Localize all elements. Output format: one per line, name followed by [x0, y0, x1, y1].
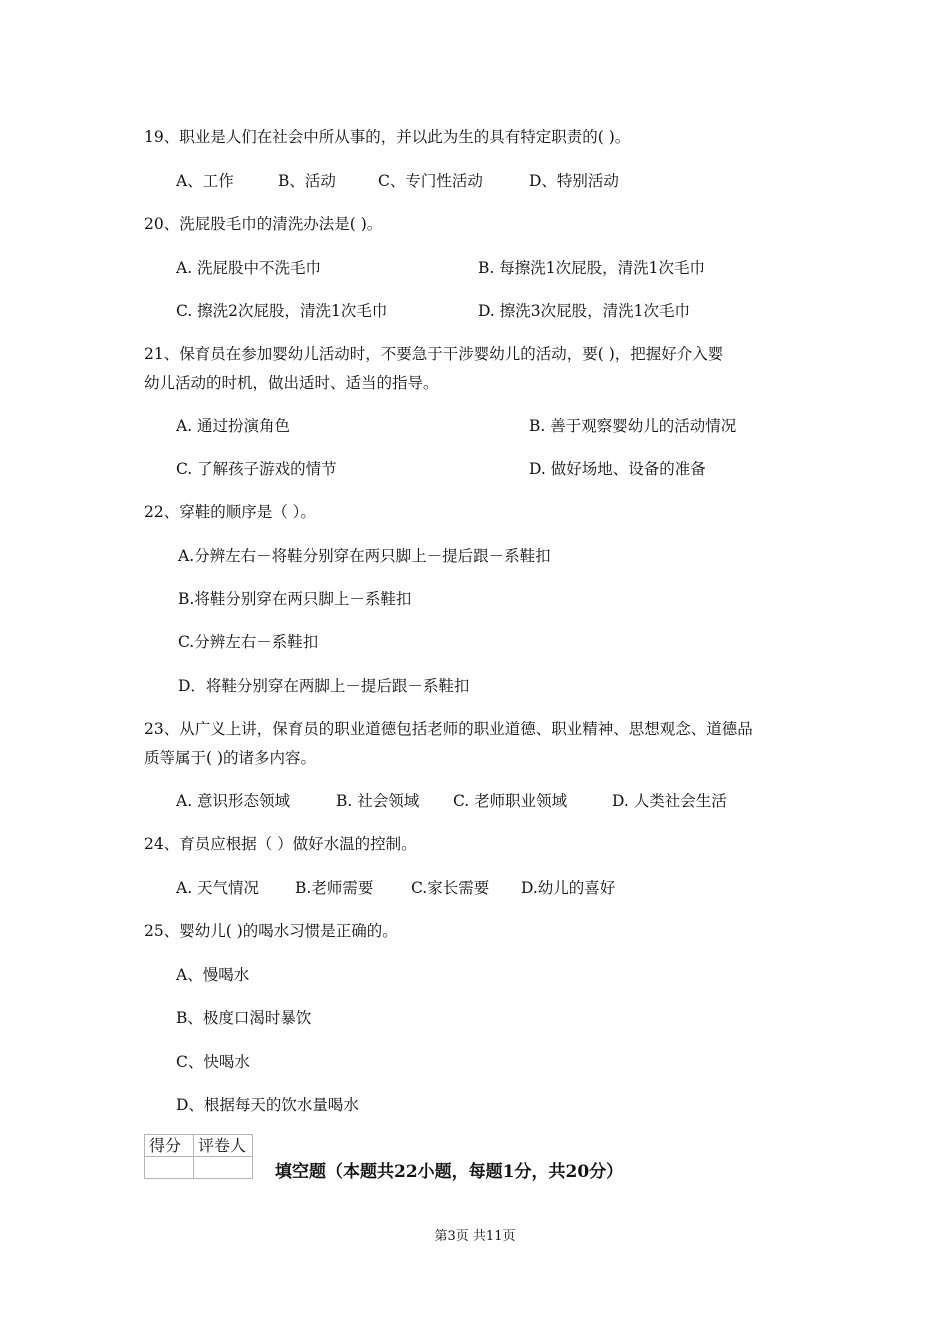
question-20-option-c: C. 擦洗2次屁股，清洗1次毛巾: [176, 302, 388, 320]
question-23-option-b: B. 社会领域: [336, 792, 420, 810]
question-24-option-a: A. 天气情况: [176, 879, 260, 897]
question-19-option-c: C、专门性活动: [378, 172, 483, 190]
question-21-option-b: B. 善于观察婴幼儿的活动情况: [529, 417, 737, 435]
question-22-option-b: B.将鞋分别穿在两只脚上－系鞋扣: [178, 590, 412, 608]
question-19-stem: 19、职业是人们在社会中所从事的，并以此为生的具有特定职责的( )。: [144, 128, 631, 146]
grader-label: 评卷人: [194, 1135, 253, 1157]
question-22-stem: 22、穿鞋的顺序是（ ）。: [144, 503, 316, 521]
grader-cell: [194, 1157, 253, 1179]
question-21-stem-line-1: 21、保育员在参加婴幼儿活动时，不要急于干涉婴幼儿的活动，要( )，把握好介入婴: [144, 345, 724, 363]
score-label: 得分: [145, 1135, 194, 1157]
question-22-option-c: C.分辨左右－系鞋扣: [178, 633, 319, 651]
question-20-option-d: D. 擦洗3次屁股，清洗1次毛巾: [478, 302, 690, 320]
section-heading: 填空题（本题共22小题，每题1分，共20分）: [275, 1162, 624, 1182]
question-24-option-c: C.家长需要: [411, 879, 490, 897]
question-23-stem-line-2: 质等属于( )的诸多内容。: [144, 749, 317, 767]
score-table: [144, 1134, 253, 1179]
question-22-option-d: D．将鞋分别穿在两脚上－提后跟－系鞋扣: [178, 677, 470, 695]
question-25-option-a: A、慢喝水: [176, 966, 250, 984]
question-21-option-a: A. 通过扮演角色: [176, 417, 291, 435]
question-20-option-a: A. 洗屁股中不洗毛巾: [176, 259, 322, 277]
question-25-stem: 25、婴幼儿( )的喝水习惯是正确的。: [144, 922, 398, 940]
question-20-option-b: B. 每擦洗1次屁股，清洗1次毛巾: [478, 259, 705, 277]
question-24-option-d: D.幼儿的喜好: [521, 879, 616, 897]
question-23-option-c: C. 老师职业领域: [453, 792, 568, 810]
question-20-stem: 20、洗屁股毛巾的清洗办法是( )。: [144, 215, 383, 233]
question-21-stem-line-2: 幼儿活动的时机，做出适时、适当的指导。: [144, 374, 439, 392]
question-21-option-d: D. 做好场地、设备的准备: [529, 460, 706, 478]
question-24-option-b: B.老师需要: [295, 879, 374, 897]
question-21-option-c: C. 了解孩子游戏的情节: [176, 460, 337, 478]
question-23-option-a: A. 意识形态领域: [176, 792, 291, 810]
question-25-option-c: C、快喝水: [176, 1053, 250, 1071]
question-19-option-b: B、活动: [278, 172, 336, 190]
question-22-option-a: A.分辨左右－将鞋分别穿在两只脚上－提后跟－系鞋扣: [178, 547, 551, 565]
question-19-option-d: D、特别活动: [529, 172, 619, 190]
question-23-stem-line-1: 23、从广义上讲，保育员的职业道德包括老师的职业道德、职业精神、思想观念、道德品: [144, 720, 753, 738]
question-24-stem: 24、育员应根据（ ）做好水温的控制。: [144, 835, 417, 853]
score-cell: [145, 1157, 194, 1179]
question-19-option-a: A、工作: [176, 172, 234, 190]
question-23-option-d: D. 人类社会生活: [612, 792, 727, 810]
page-footer: 第3页 共11页: [434, 1229, 516, 1244]
question-25-option-d: D、根据每天的饮水量喝水: [176, 1096, 359, 1114]
question-25-option-b: B、极度口渴时暴饮: [176, 1009, 312, 1027]
